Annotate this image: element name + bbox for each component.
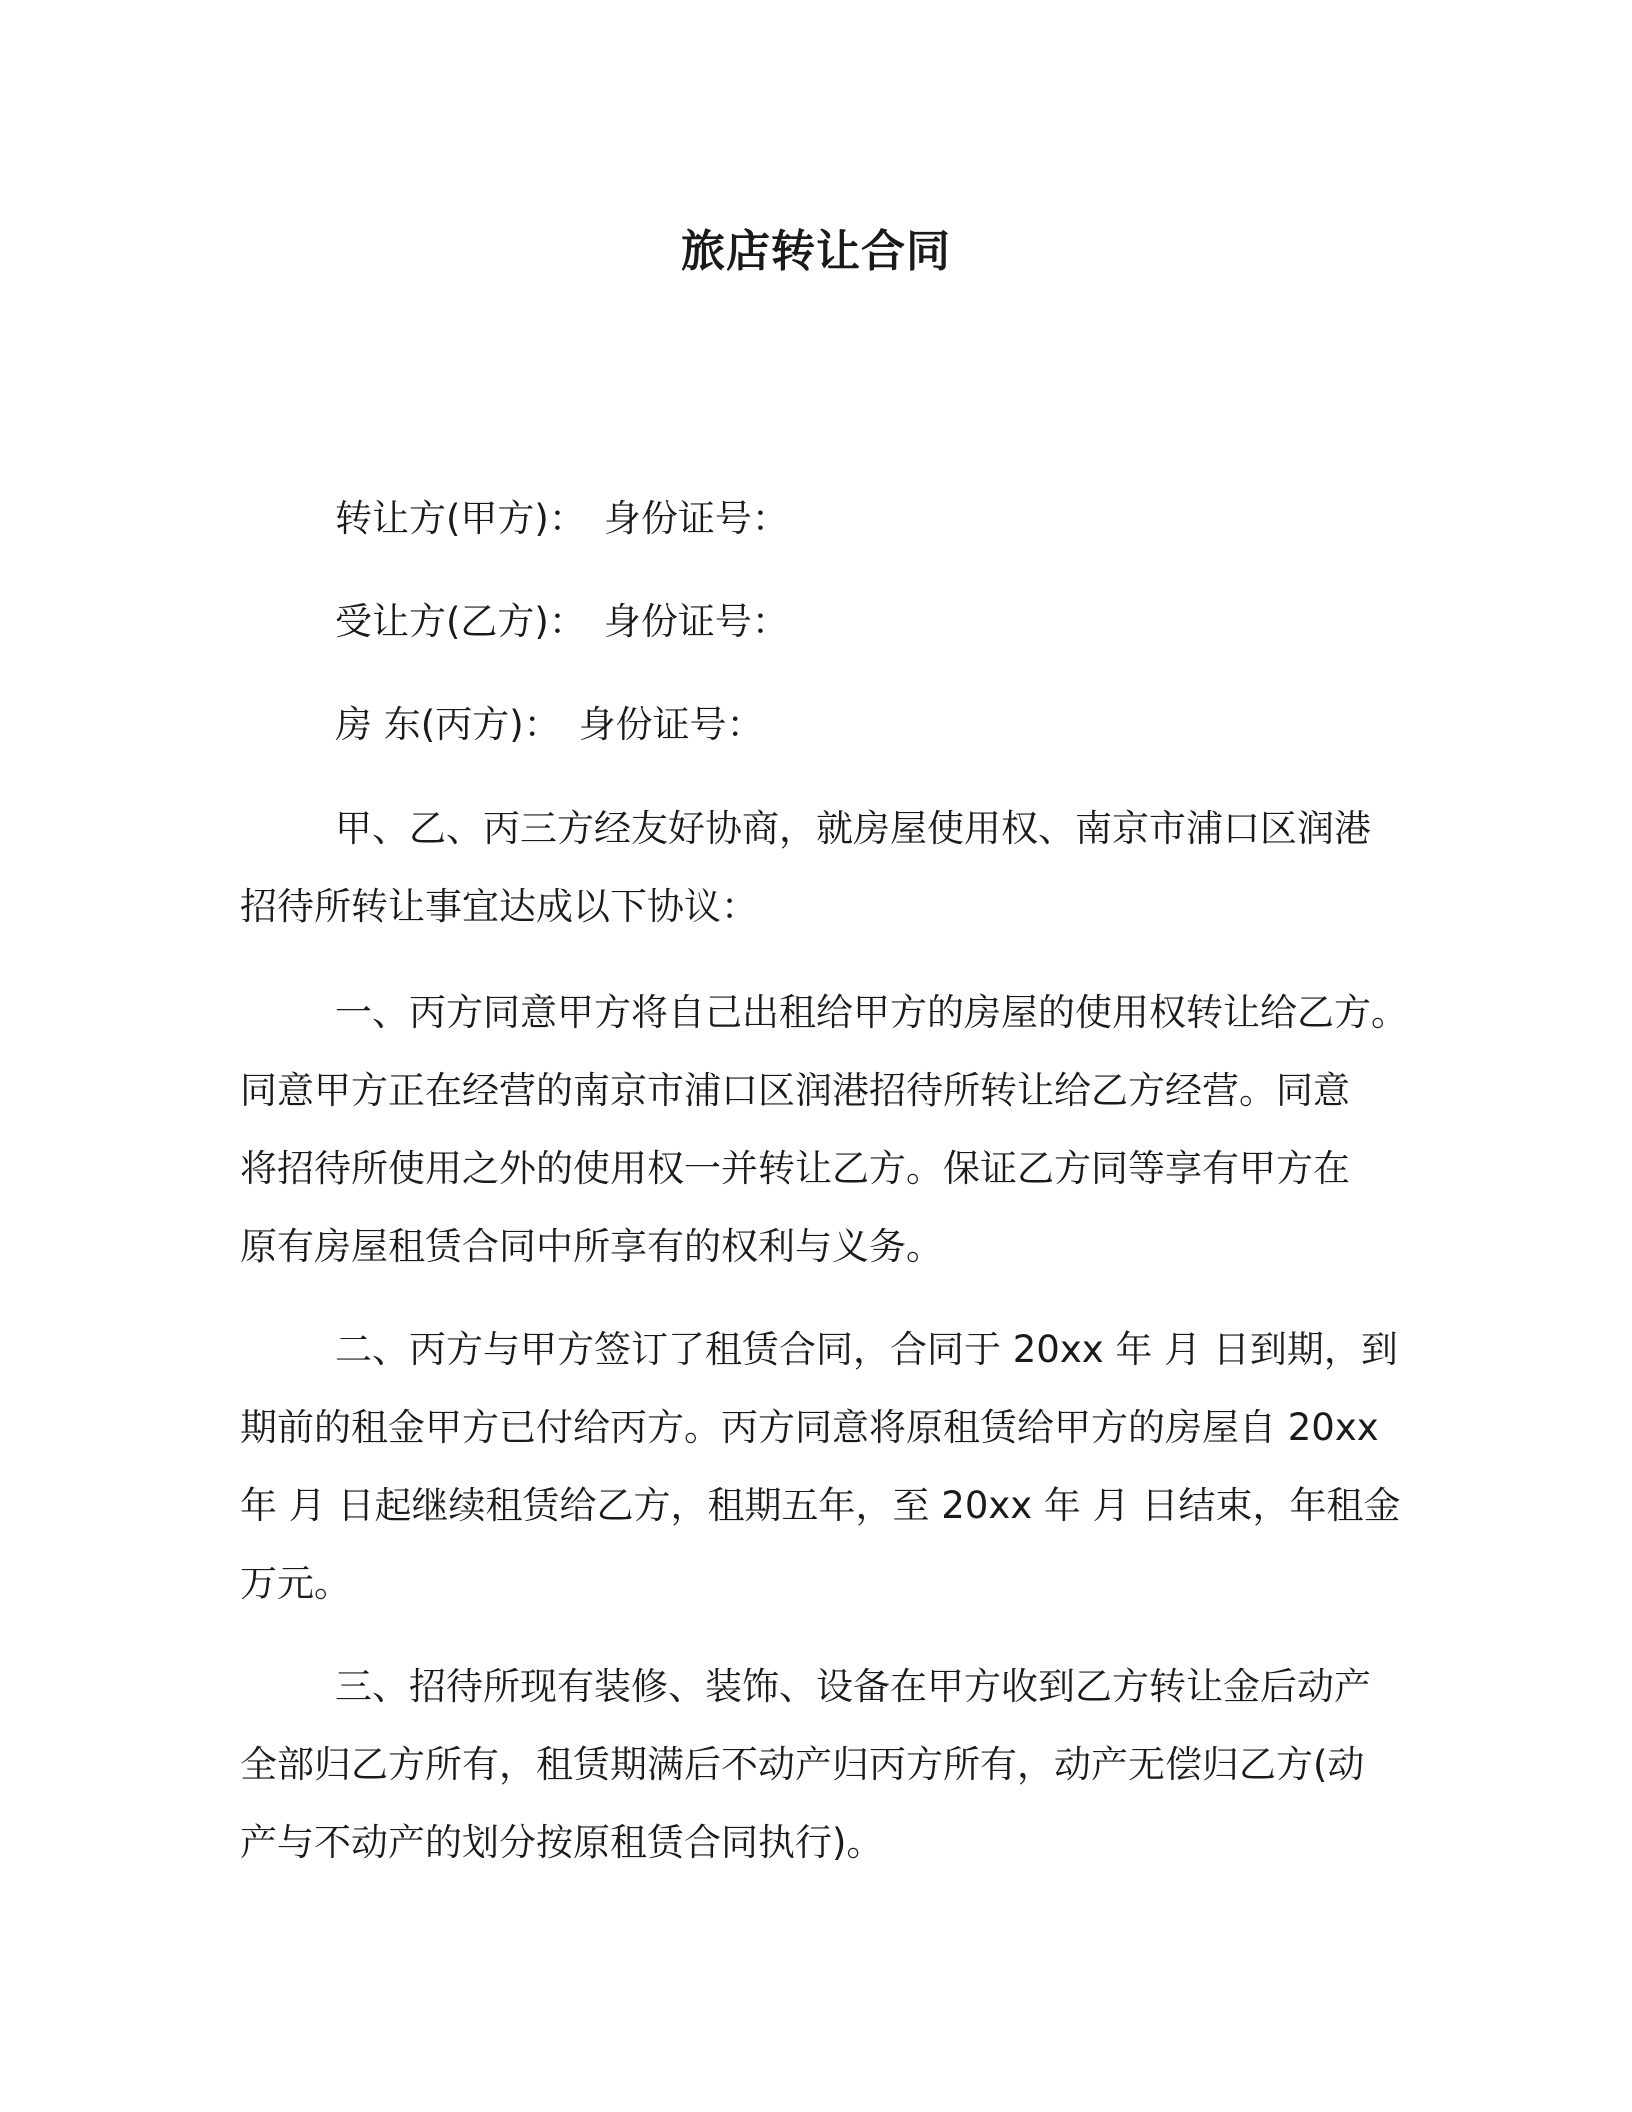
clause-line: 三、招待所现有装修、装饰、设备在甲方收到乙方转让金后动产 [335,1665,1371,1708]
clause-line: 二、丙方与甲方签订了租赁合同，合同于 20xx 年 月 日到期，到 [335,1328,1398,1371]
party-transferee [335,597,789,647]
party-role: 转让方(甲方)： [335,497,586,540]
party-transferor [335,494,789,544]
clause-1-paragraph [240,974,1408,1286]
clause-line: 期前的租金甲方已付给丙方。丙方同意将原租赁给甲方的房屋自 20xx [240,1406,1379,1449]
clause-line: 全部归乙方所有，租赁期满后不动产归丙方所有，动产无偿归乙方(动 [240,1743,1365,1786]
party-role: 受让方(乙方)： [335,600,586,643]
party-id-label: 身份证号： [603,600,789,643]
intro-line: 甲、乙、丙三方经友好协商，就房屋使用权、南京市浦口区润港 [335,807,1371,850]
intro-line: 招待所转让事宜达成以下协议： [240,885,758,928]
clause-line: 将招待所使用之外的使用权一并转让乙方。保证乙方同等享有甲方在 [240,1147,1350,1190]
clause-line: 万元。 [240,1562,351,1605]
document-title: 旅店转让合同 [681,226,951,277]
party-id-label: 身份证号： [578,703,764,746]
clause-3-paragraph [240,1648,1371,1882]
party-landlord [335,700,764,750]
clause-2-paragraph [240,1311,1400,1623]
clause-line: 年 月 日起继续租赁给乙方，租期五年，至 20xx 年 月 日结束，年租金 [240,1484,1401,1527]
clause-line: 一、丙方同意甲方将自己出租给甲方的房屋的使用权转让给乙方。 [335,991,1408,1034]
clause-line: 原有房屋租赁合同中所享有的权利与义务。 [240,1225,943,1268]
clause-line: 同意甲方正在经营的南京市浦口区润港招待所转让给乙方经营。同意 [240,1069,1350,1112]
clause-line: 产与不动产的划分按原租赁合同执行)。 [240,1821,884,1864]
intro-paragraph [240,790,1371,946]
party-role: 房 东(丙方)： [335,703,561,746]
party-id-label: 身份证号： [603,497,789,540]
